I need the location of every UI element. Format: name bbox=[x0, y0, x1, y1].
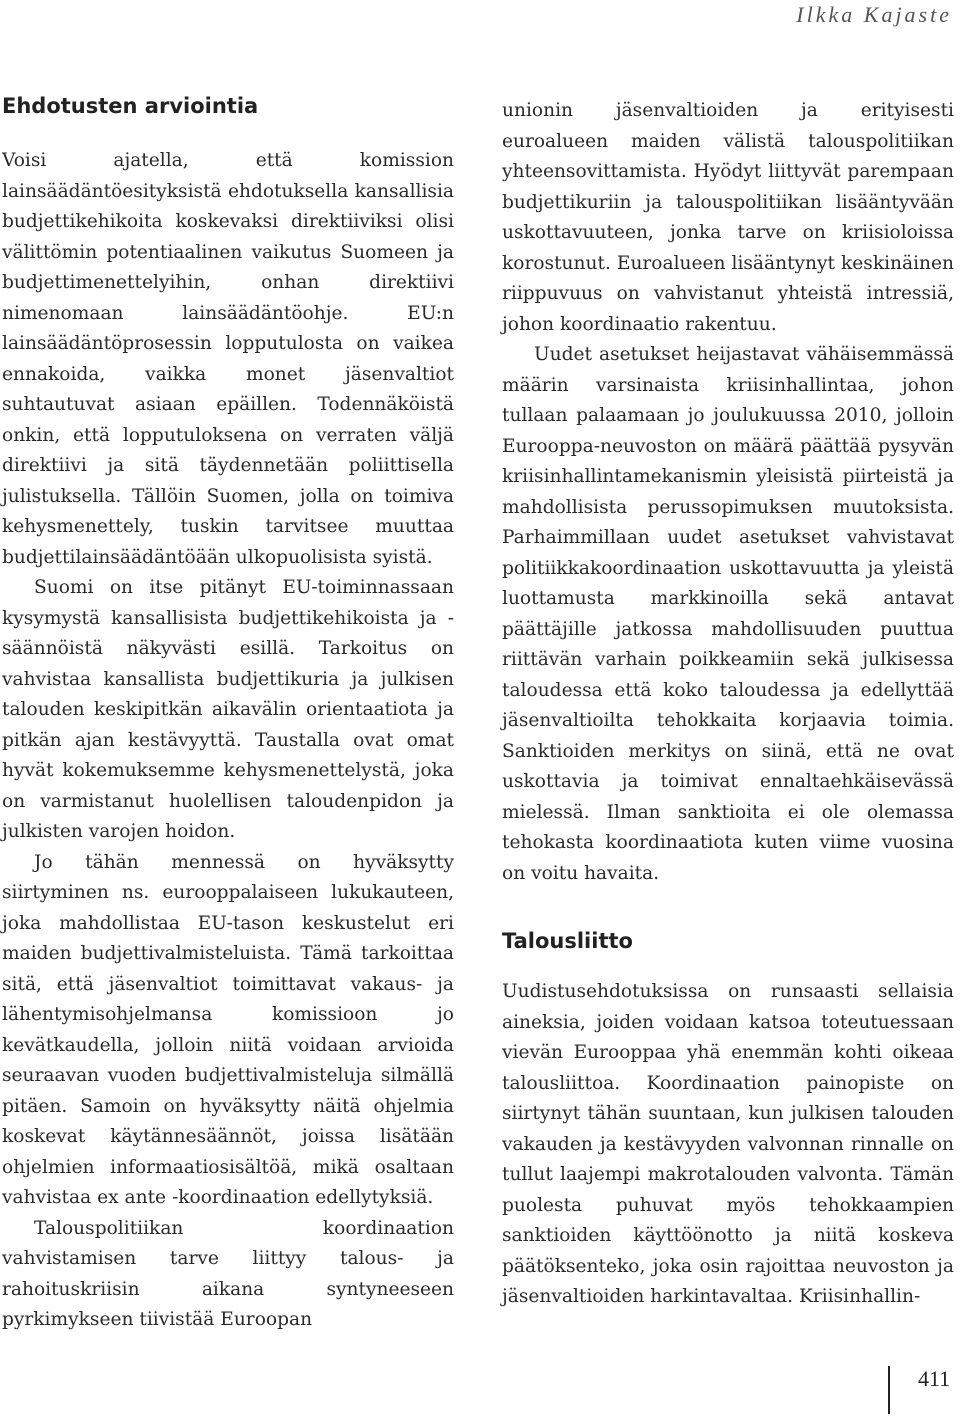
paragraph: unionin jäsenvaltioiden ja erityisesti euroalueen maiden välistä talouspolitiikan yhteensovittamista. Hyödyt liittyvät parempaan budjettikuriin ja talouspolitiikan lisääntyvään uskottavuuteen, jonka tarve on kriisioloissa korostunut. Euroalueen lisääntynyt keskinäinen riippuvuus on vahvistanut yhteistä intressiä, johon koordinaatio rakentuu. bbox=[502, 100, 954, 335]
paragraph: Uudistusehdotuksissa on runsaasti sellaisia aineksia, joiden voidaan katsoa toteutuessaan vievän Eurooppaa yhä enemmän kohti oikeaa talousliittoa. Koordinaation painopiste on siirtynyt tähän suuntaan, kun julkisen talouden vakauden ja kestävyyden valvonnan rinnalle on tullut laajempi makrotalouden valvonta. Tämän puolesta puhuvat myös tehokkaampien sanktioiden käyttöönotto ja niitä koskeva päätöksenteko, joka osin rajoittaa neuvoston ja jäsenvaltioiden harkintavaltaa. Kriisinhallin- bbox=[502, 981, 954, 1307]
page-number: 411 bbox=[918, 1366, 951, 1391]
paragraph: Talouspolitiikan koordinaation vahvistamisen tarve liittyy talous- ja rahoituskriisin aikana syntyneeseen pyrkimykseen tiivistää Euroopan bbox=[2, 1217, 454, 1330]
section-heading-talousliitto: Talousliitto bbox=[502, 929, 633, 953]
paragraph: Jo tähän mennessä on hyväksytty siirtyminen ns. eurooppalaiseen lukukauteen, joka mahdollistaa EU-tason keskustelut eri maiden budjettivalmisteluista. Tämä tarkoittaa sitä, että jäsenvaltiot toimittavat vakaus- ja lähentymisohjelmansa komissioon jo kevätkaudella, jolloin niitä voidaan arvioida seuraavan vuoden budjettivalmisteluja silmällä pitäen. Samoin on hyväksytty näitä ohjelmia koskevat käytännesäännöt, joissa lisätään ohjelmien informaatiosisältöä, mikä osaltaan vahvistaa ex ante -koordinaation edellytyksiä. bbox=[2, 851, 454, 1208]
paragraph: Uudet asetukset heijastavat vähäisemmässä määrin varsinaista kriisinhallintaa, johon tullaan palaamaan jo joulukuussa 2010, jolloin Eurooppa-neuvoston on määrä päättää pysyvän kriisinhallintamekanismin yleisistä piirteistä ja mahdollisista perussopimuksen muutoksista. Parhaimmillaan uudet asetukset vahvistavat politiikkakoordinaation uskottavuutta ja yleistä luottamusta markkinoilla sekä antavat päättäjille jatkossa mahdollisuuden puuttua riittävän varhain poikkeamiin sekä julkisessa taloudessa että koko taloudessa ja edellyttää jäsenvaltioilta tehokkaita korjaavia toimia. Sanktioiden merkitys on siinä, että ne ovat uskottavia ja toimivat ennaltaehkäisevässä mielessä. Ilman sanktioita ei ole olemassa tehokasta koordinaatiota kuten viime vuosina on voitu havaita. bbox=[502, 344, 954, 884]
left-column bbox=[2, 92, 454, 1336]
page-number-rule bbox=[888, 1366, 890, 1414]
running-head: Ilkka Kajaste bbox=[796, 2, 952, 27]
paragraph: Suomi on itse pitänyt EU-toiminnassaan kysymystä kansallisista budjettikehikoista ja -säännöistä näkyvästi esillä. Tarkoitus on vahvistaa kansallista budjettikuria ja julkisen talouden keskipitkän aikavälin orientaatiota ja pitkän ajan kestävyyttä. Taustalla ovat omat hyvät kokemuksemme kehysmenettelystä, joka on varmistanut huolellisen taloudenpidon ja julkisten varojen hoidon. bbox=[2, 577, 454, 842]
right-column bbox=[502, 96, 954, 1313]
section-heading-ehdotusten-arviointia: Ehdotusten arviointia bbox=[2, 94, 259, 118]
paragraph: Voisi ajatella, että komission lainsäädäntöesityksistä ehdotuksella kansallisia budjettikehikoita koskevaksi direktiiviksi olisi välittömin potentiaalinen vaikutus Suomeen ja budjettimenettelyihin, onhan direktiivi nimenomaan lainsäädäntöohje. EU:n lainsäädäntöprosessin lopputulosta on vaikea ennakoida, vaikka monet jäsenvaltiot suhtautuvat asiaan epäillen. Todennäköistä onkin, että lopputuloksena on verraten väljä direktiivi ja sitä täydennetään poliittisella julistuksella. Tällöin Suomen, jolla on toimiva kehysmenettely, tuskin tarvitsee muuttaa budjettilainsäädäntöään ulkopuolisista syistä. bbox=[2, 150, 454, 568]
